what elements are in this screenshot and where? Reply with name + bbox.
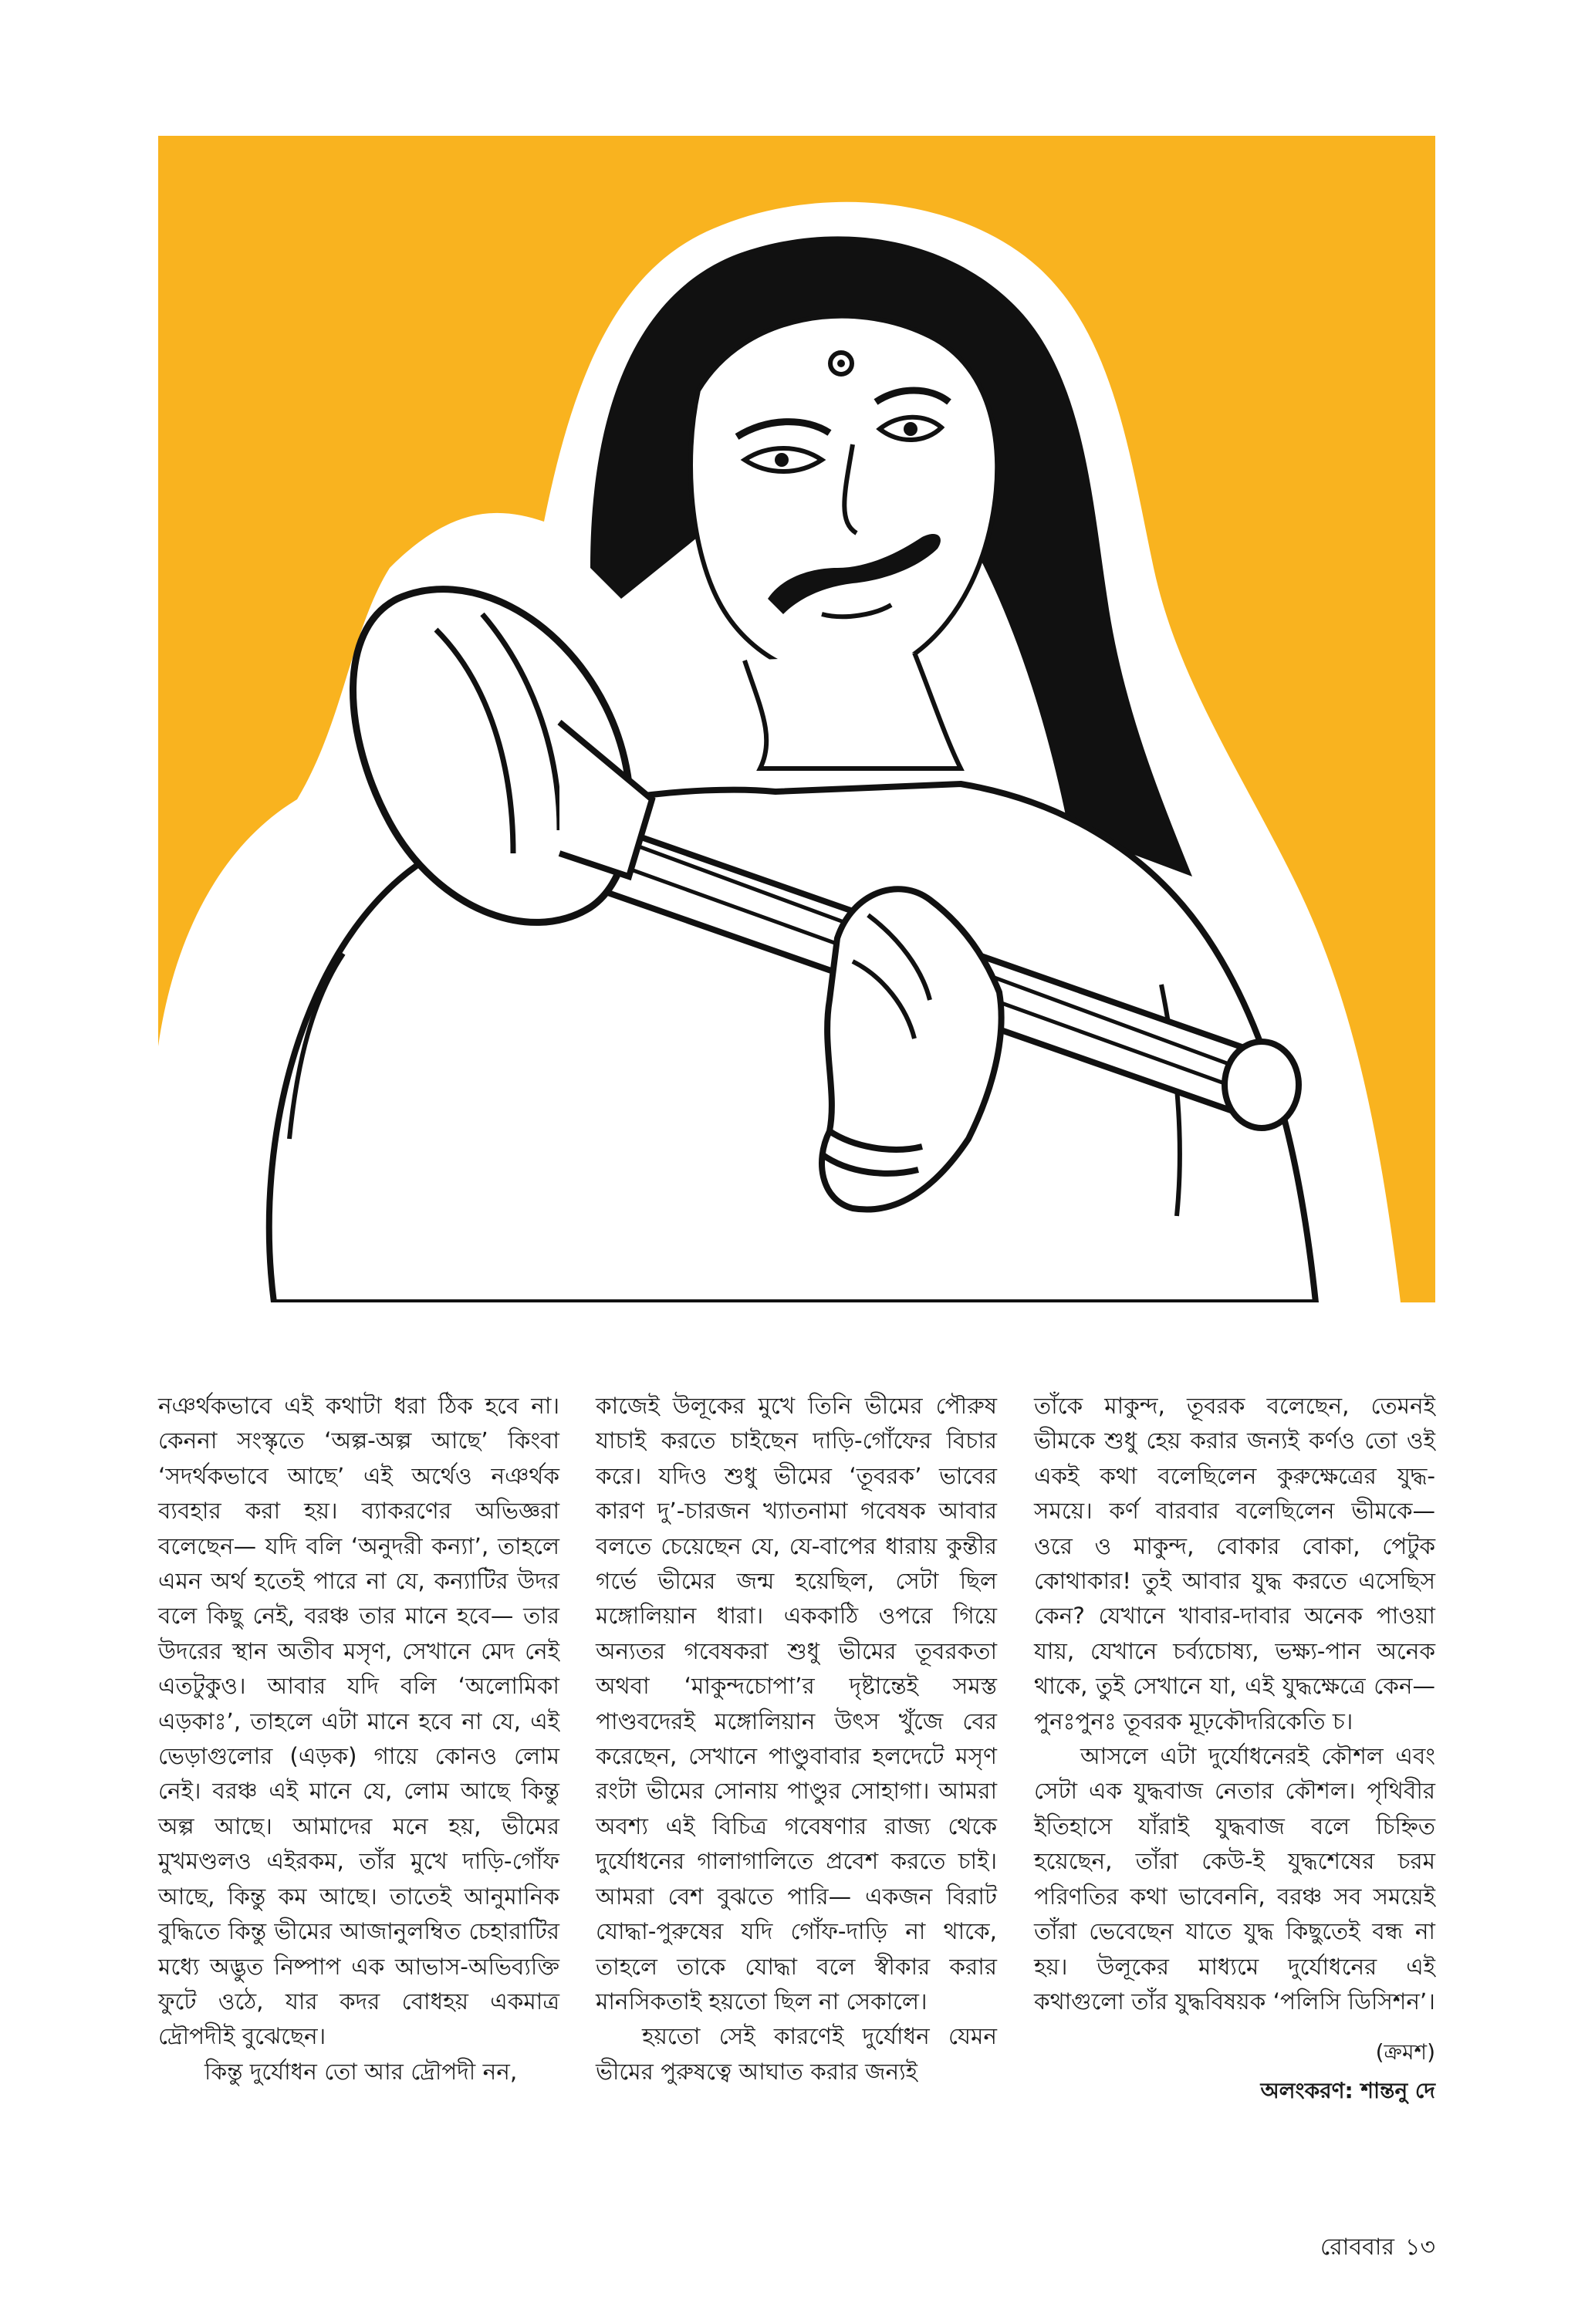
page-number: ১৩ [1405,2234,1435,2261]
article-column-1 [158,1389,559,2089]
magazine-name: রোববার [1320,2234,1395,2261]
paragraph: হয়তো সেই কারণেই দুর্যোধন যেমন ভীমের পুরুষত্বে আঘাত করার জন্যই [596,2023,997,2085]
bhima-illustration [158,136,1435,1302]
bhima-with-mace-icon [158,136,1435,1302]
page-footer [1309,2228,1435,2268]
paragraph: তাঁকে মাকুন্দ, তূবরক বলেছেন, তেমনই ভীমকে শুধু হেয় করার জন্যই কর্ণও তো ওই একই কথা বলেছিলেন কুরুক্ষেত্রের যুদ্ধ-সময়ে। কর্ণ বারবার বলেছিলেন ভীমকে— ওরে ও মাকুন্দ, বোকার বোকা, পেটুক কোথাকার! তুই আবার যুদ্ধ করতে এসেছিস কেন? যেখানে খাবার-দাবার অনেক পাওয়া যায়, যেখানে চর্ব্যচোষ্য, ভক্ষ্য-পান অনেক থাকে, তুই সেখানে যা, এই যুদ্ধক্ষেত্রে কেন— পুনঃপুনঃ তূবরক মূঢ়কৌদরিকেতি চ। [1034,1393,1435,1735]
article-column-2 [596,1389,997,2089]
paragraph: কিন্তু দুর্যোধন তো আর দ্রৌপদী নন, [204,2058,518,2085]
paragraph: আসলে এটা দুর্যোধনেরই কৌশল এবং সেটা এক যুদ্ধবাজ নেতার কৌশল। পৃথিবীর ইতিহাসে যাঁরাই যুদ্ধবাজ বলে চিহ্নিত হয়েছেন, তাঁরা কেউ-ই যুদ্ধশেষের চরম পরিণতির কথা ভাবেননি, বরঞ্চ সব সময়েই তাঁরা ভেবেছেন যাতে যুদ্ধ কিছুতেই বন্ধ না হয়। উলূকের মাধ্যমে দুর্যোধনের এই কথাগুলো তাঁর যুদ্ধবিষয়ক ‘পলিসি ডিসিশন’। [1034,1743,1435,2015]
illustration-credit: অলংকরণ: শান্তনু দে [1260,2077,1435,2103]
paragraph: নঞর্থকভাবে এই কথাটা ধরা ঠিক হবে না। কেননা সংস্কৃতে ‘অল্প-অল্প আছে’ কিংবা ‘সদর্থকভাবে আছে’ এই অর্থেও নঞর্থক ব্যবহার করা হয়। ব্যাকরণের অভিজ্ঞরা বলেছেন— যদি বলি ‘অনুদরী কন্যা’, তাহলে এমন অর্থ হতেই পারে না যে, কন্যাটির উদর বলে কিছু নেই, বরঞ্চ তার মানে হবে— তার উদরের স্থান অতীব মসৃণ, সেখানে মেদ নেই এতটুকুও। আবার যদি বলি ‘অলোমিকা এড়কাঃ’, তাহলে এটা মানে হবে না যে, এই ভেড়াগুলোর (এড়ক) গায়ে কোনও লোম নেই। বরঞ্চ এই মানে যে, লোম আছে কিন্তু অল্প আছে। আমাদের মনে হয়, ভীমের মুখমণ্ডলও এইরকম, তাঁর মুখে দাড়ি-গোঁফ আছে, কিন্তু কম আছে। তাতেই আনুমানিক বুদ্ধিতে কিন্তু ভীমের আজানুলম্বিত চেহারাটির মধ্যে অদ্ভুত নিষ্পাপ এক আভাস-অভিব্যক্তি ফুটে ওঠে, যার কদর বোধহয় একমাত্র দ্রৌপদীই বুঝেছেন। [158,1393,559,2050]
article-body [158,1389,1435,2168]
paragraph: কাজেই উলূকের মুখে তিনি ভীমের পৌরুষ যাচাই করতে চাইছেন দাড়ি-গোঁফের বিচার করে। যদিও শুধু ভীমের ‘তূবরক’ ভাবের কারণ দু’-চারজন খ্যাতনামা গবেষক আবার বলতে চেয়েছেন যে, যে-বাপের ধারায় কুন্তীর গর্ভে ভীমের জন্ম হয়েছিল, সেটা ছিল মঙ্গোলিয়ান ধারা। এককাঠি ওপরে গিয়ে অন্যতর গবেষকরা শুধু ভীমের তূবরকতা অথবা ‘মাকুন্দচোপা’র দৃষ্টান্তেই সমস্ত পাণ্ডবদেরই মঙ্গোলিয়ান উৎস খুঁজে বের করেছেন, সেখানে পাণ্ডুবাবার হলদেটে মসৃণ রংটা ভীমের সোনায় পাণ্ডুর সোহাগা। আমরা অবশ্য এই বিচিত্র গবেষণার রাজ্য থেকে দুর্যোধনের গালাগালিতে প্রবেশ করতে চাই। আমরা বেশ বুঝতে পারি— একজন বিরাট যোদ্ধা-পুরুষের যদি গোঁফ-দাড়ি না থাকে, তাহলে তাকে যোদ্ধা বলে স্বীকার করার মানসিকতাই হয়তো ছিল না সেকালে। [596,1393,997,2015]
article-column-3 [1034,1389,1435,2108]
continued-note: (ক্রমশ) [1375,2039,1435,2066]
